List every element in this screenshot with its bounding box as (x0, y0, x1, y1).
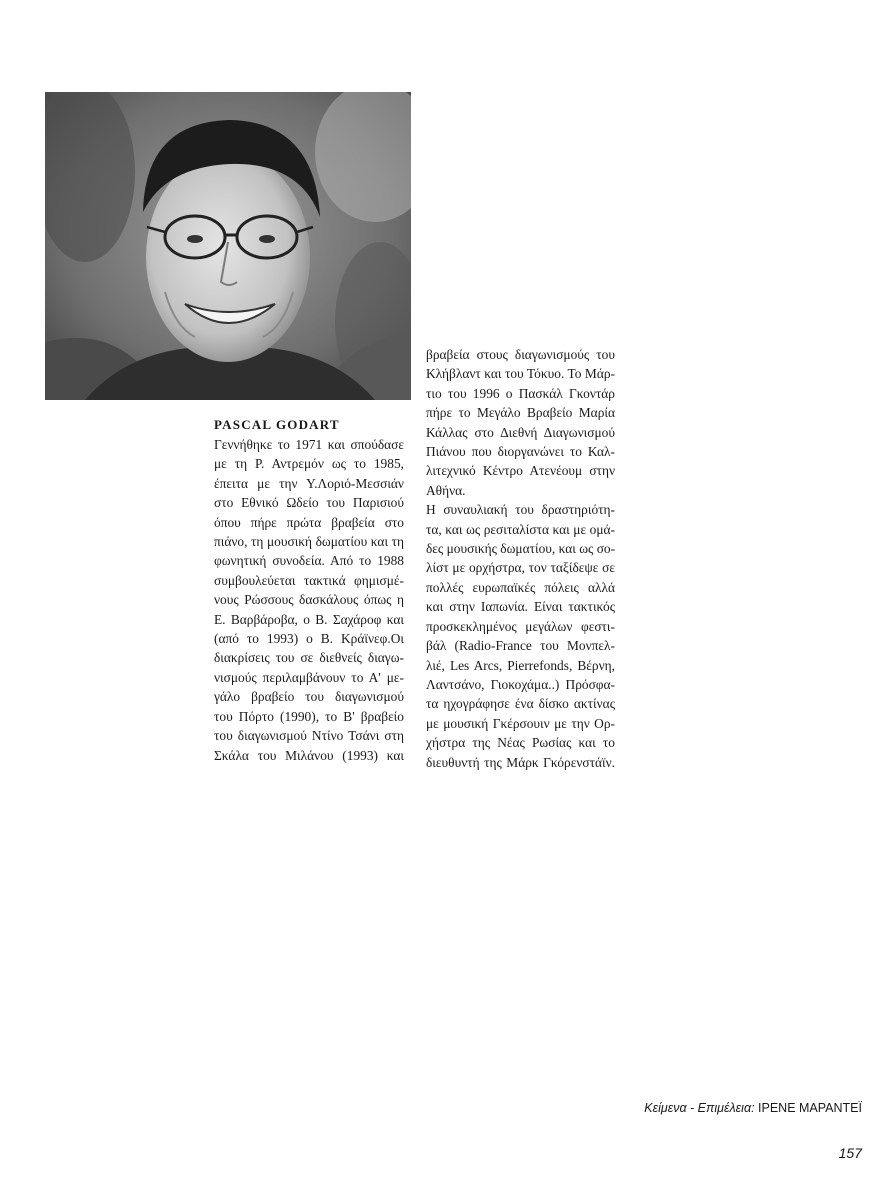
bio-line: και στην Ιαπωνία. Είναι τακτικός (426, 599, 615, 615)
bio-line: Λαντσάνο, Γιοκοχάμα..) Πρόσφα- (426, 676, 615, 692)
bio-line: με τη Ρ. Αντρεμόν ως το 1985, (214, 456, 404, 472)
portrait-photo (45, 92, 411, 400)
bio-line: συμβουλεύεται τακτικά φημισμέ- (214, 572, 404, 588)
bio-line: Ε. Βαρβάροβα, ο Β. Σαχάροφ και (214, 611, 404, 627)
bio-line: νους Ρώσσους δασκάλους όπως η (214, 592, 404, 608)
bio-line: βραβεία στους διαγωνισμούς του (426, 347, 615, 362)
bio-line: βάλ (Radio-France του Μονπελ- (426, 638, 615, 654)
bio-line: Αθήνα. (426, 482, 466, 498)
bio-line: τα, και ως ρεσιταλίστα και με ομά- (426, 521, 615, 537)
bio-line: Κλήβλαντ και του Τόκυο. Το Μάρ- (426, 366, 615, 382)
bio-line: λιέ, Les Arcs, Pierrefonds, Βέρνη, (426, 657, 615, 673)
bio-line: πήρε το Μεγάλο Βραβείο Μαρία (426, 405, 615, 421)
bio-line: πολλές ευρωπαϊκές πόλεις αλλά (426, 579, 615, 595)
bio-line: διακρίσεις του σε διεθνείς διαγω- (214, 650, 404, 666)
credit-name: ΙΡΕΝΕ ΜΑΡΑΝΤΕΪ (758, 1101, 862, 1115)
bio-line: λιτεχνικό Κέντρο Ατενέουμ στην (426, 463, 615, 479)
bio-right-column (426, 345, 615, 772)
bio-line: (από το 1993) ο Β. Κράϊνεφ.Οι (214, 631, 404, 647)
bio-line: διευθυντή της Μάρκ Γκόρενστάϊν. (426, 754, 615, 770)
bio-line: χήστρα της Νέας Ρωσίας και το (426, 735, 615, 751)
artist-name: PASCAL GODART (214, 417, 340, 432)
bio-line: του διαγωνισμού Ντίνο Τσάνι στη (214, 728, 404, 744)
credit-role: Κείμενα - Επιμέλεια: (644, 1101, 755, 1115)
bio-line: δες μουσικής δωματίου, και ως σο- (426, 541, 616, 557)
bio-line: όπου πήρε πρώτα βραβεία στο (214, 514, 404, 530)
bio-line: γάλο βραβείο του διαγωνισμού (214, 689, 404, 705)
bio-line: τιο του 1996 ο Πασκάλ Γκοντάρ (426, 385, 615, 401)
page-number: 157 (838, 1145, 862, 1161)
bio-line: του Πόρτο (1990), το Β' βραβείο (214, 708, 404, 724)
bio-line: στο Εθνικό Ωδείο του Παρισιού (214, 495, 404, 511)
editor-credit (644, 1101, 862, 1115)
bio-line: προσκεκλημένος μεγάλων φεστι- (426, 618, 615, 634)
bio-line: Κάλλας στο Διεθνή Διαγωνισμού (426, 424, 615, 440)
bio-line: Σκάλα του Μιλάνου (1993) και (214, 747, 404, 763)
portrait-image (45, 92, 411, 400)
bio-line: πιάνο, τη μουσική δωματίου και τη (214, 534, 404, 550)
bio-line: έπειτα με την Υ.Λοριό-Μεσσιάν (214, 475, 404, 491)
bio-line: Η συναυλιακή του δραστηριότη- (426, 502, 615, 518)
bio-line: νισμούς περιλαμβάνουν το Α' με- (214, 669, 404, 685)
bio-line: με μουσική Γκέρσουιν με την Ορ- (426, 715, 615, 731)
bio-line: Πιάνου που διοργανώνει το Καλ- (426, 444, 615, 460)
bio-line: λίστ με ορχήστρα, τον ταξίδεψε σε (426, 560, 615, 576)
bio-line: Γεννήθηκε το 1971 και σπούδασε (214, 437, 404, 452)
bio-left-column (214, 415, 404, 765)
bio-line: τα ηχογράφησε ένα δίσκο ακτίνας (426, 696, 615, 712)
bio-line: φωνητική συνοδεία. Από το 1988 (214, 553, 404, 569)
